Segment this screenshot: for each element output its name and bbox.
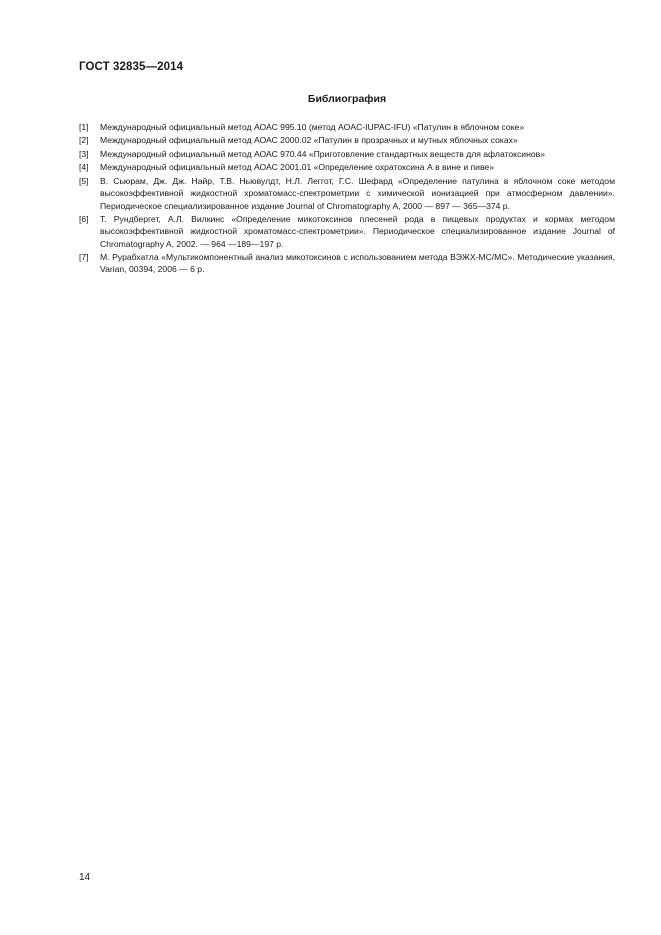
reference-text: Т. Рундбергет, А.Л. Вилкинс «Определение микотоксинов плесеней рода в пищевых продуктах и кормах методом высокоэффективной жидкостной хроматомасс-спектрометрии». Периодическое специализированное издание Journal of Chromatography A, 2002. — 964 —189—197 р. xyxy=(100,214,615,249)
bibliography-item xyxy=(79,134,615,146)
bibliography-item xyxy=(79,213,615,250)
bibliography-item xyxy=(79,148,615,160)
bibliography-item xyxy=(79,251,615,276)
bibliography-item xyxy=(79,175,615,212)
reference-number: [6] xyxy=(79,214,89,225)
document-code: ГОСТ 32835—2014 xyxy=(79,61,184,73)
reference-number: [7] xyxy=(79,252,89,263)
section-title: Библиография xyxy=(307,93,387,105)
reference-text: Международный официальный метод АОАС 2000.02 «Патулин в прозрачных и мутных яблочных соках» xyxy=(100,135,518,146)
reference-number: [2] xyxy=(79,135,89,146)
reference-number: [5] xyxy=(79,175,89,186)
reference-number: [4] xyxy=(79,162,89,173)
reference-text: Международный официальный метод АОАС 970.44 «Приготовление стандартных веществ для афлатоксинов» xyxy=(100,148,545,159)
reference-text: Международный официальный метод АОАС 995.10 (метод AOAC-IUPAC-IFU) «Патулин в яблочном соке» xyxy=(100,122,525,132)
reference-number: [1] xyxy=(79,122,89,132)
page-number: 14 xyxy=(79,872,91,883)
bibliography-item xyxy=(79,121,615,133)
reference-text: Международный официальный метод АОАС 2001.01 «Определение охратоксина А в вине и пиве» xyxy=(100,162,494,173)
reference-text: М. Рурабхатла «Мультикомпонентный анализ микотоксинов с использованием метода ВЭЖХ-МС/МС». Методические указания, Varian, 00394, 2006 — 6 р. xyxy=(100,252,615,275)
reference-number: [3] xyxy=(79,148,89,159)
bibliography-list xyxy=(79,121,615,277)
reference-text: В. Сьюрам, Дж. Дж. Найр, Т.В. Ньювулдт, Н.Л. Леггот, Г.С. Шефард «Определение патулина в яблочном соке методом высокоэффективной жидкостной хроматомасс-спектрометрии с химической ионизацией при атмосферном давлении». Периодическое специализированное издание Journal of Chromatography A, 2000 — 897 — 365—374 р. xyxy=(100,175,615,211)
bibliography-item xyxy=(79,161,615,173)
